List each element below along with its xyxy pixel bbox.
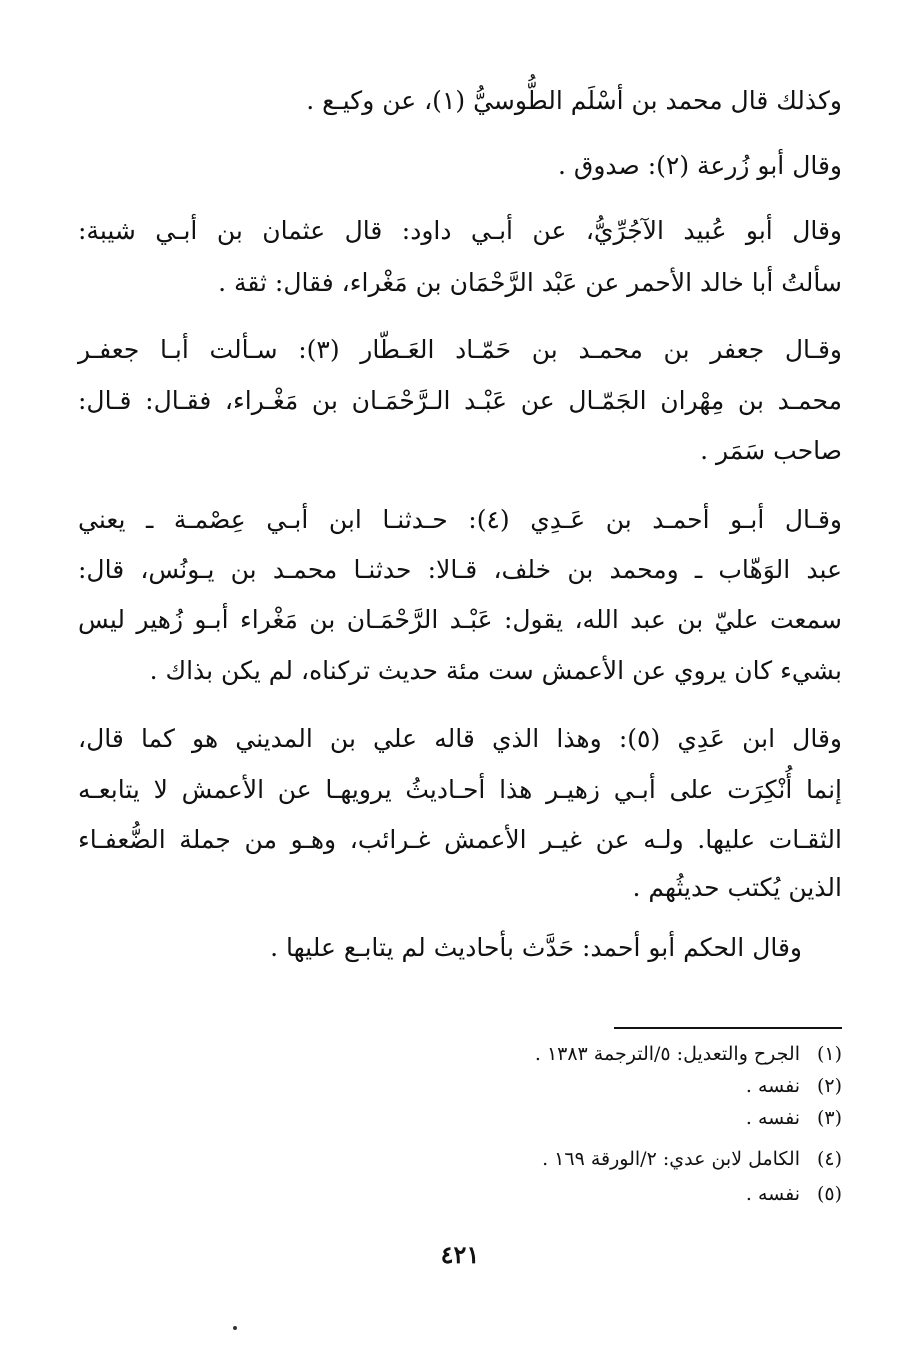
page-number: ٤٢١ bbox=[440, 1240, 480, 1269]
paragraph-line: وقال ابن عَدِي (٥): وهذا الذي قاله علي بن المديني هو كما قال، bbox=[78, 724, 842, 753]
footnote-number: (٢) bbox=[816, 1075, 842, 1097]
footnote-number: (٤) bbox=[816, 1148, 842, 1170]
paragraph-line: محمـد بن مِهْران الجَمّـال عن عَبْـد الـرَّحْمَـان بن مَغْـراء، فقـال: قـال: bbox=[78, 386, 842, 415]
footnote-text: الجرح والتعديل: ٥/الترجمة ١٣٨٣ . bbox=[534, 1043, 800, 1065]
paragraph-line: الذين يُكتب حديثُهم . bbox=[632, 873, 842, 902]
footnote-text: الكامل لابن عدي: ٢/الورقة ١٦٩ . bbox=[542, 1148, 800, 1170]
footnote bbox=[535, 1040, 842, 1068]
paragraph-line: سمعت عليّ بن عبد الله، يقول: عَبْـد الرَّحْمَـان بن مَغْراء أبـو زُهير ليس bbox=[78, 605, 842, 634]
footnote bbox=[746, 1180, 842, 1208]
paragraph-line: سألتُ أبا خالد الأحمر عن عَبْد الرَّحْمَان بن مَغْراء، فقال: ثقة . bbox=[218, 268, 842, 297]
footnote bbox=[542, 1145, 842, 1173]
paragraph-line: بشيء كان يروي عن الأعمش ست مئة حديث تركناه، لم يكن بذاك . bbox=[149, 656, 842, 685]
paragraph-line: وقـال أبـو أحمـد بن عَـدِي (٤): حـدثنـا ابن أبـي عِصْمـة ـ يعني bbox=[78, 505, 842, 534]
footnote-number: (٥) bbox=[816, 1183, 842, 1205]
scan-speck bbox=[233, 1326, 237, 1330]
paragraph-line: إنما أُنْكِرَت على أبـي زهيـر هذا أحـاديثُ يرويهـا عن الأعمش لا يتابعـه bbox=[78, 775, 842, 804]
paragraph-line: وقال أبو زُرعة (٢): صدوق . bbox=[558, 151, 842, 180]
footnote-text: نفسه . bbox=[745, 1183, 800, 1205]
footnote-text: نفسه . bbox=[745, 1075, 800, 1097]
paragraph-line: وكذلك قال محمد بن أسْلَم الطُّوسيُّ (١)، عن وكيـع . bbox=[306, 86, 842, 115]
footnote-separator bbox=[614, 1027, 842, 1029]
footnote-text: نفسه . bbox=[745, 1107, 800, 1129]
paragraph-line: الثقـات عليها. ولـه عن غيـر الأعمش غـرائب، وهـو من جملة الضُّعفـاء bbox=[78, 825, 842, 854]
footnote bbox=[746, 1072, 842, 1100]
footnote-number: (٣) bbox=[816, 1107, 842, 1129]
footnote bbox=[746, 1104, 842, 1132]
footnote-number: (١) bbox=[816, 1043, 842, 1065]
paragraph-line: عبد الوَهّاب ـ ومحمد بن خلف، قـالا: حدثنـا محمـد بن يـونُس، قال: bbox=[78, 555, 842, 584]
paragraph-line: وقـال جعفر بن محمـد بن حَمّـاد العَـطّار (٣): سـألت أبـا جعفـر bbox=[78, 335, 842, 364]
paragraph-line: وقال الحكم أبو أحمد: حَدَّث بأحاديث لم يتابـع عليها . bbox=[270, 933, 802, 962]
paragraph-line: وقال أبو عُبيد الآجُرِّيُّ، عن أبـي داود: قال عثمان بن أبـي شيبة: bbox=[78, 216, 842, 245]
paragraph-line: صاحب سَمَر . bbox=[700, 436, 842, 465]
